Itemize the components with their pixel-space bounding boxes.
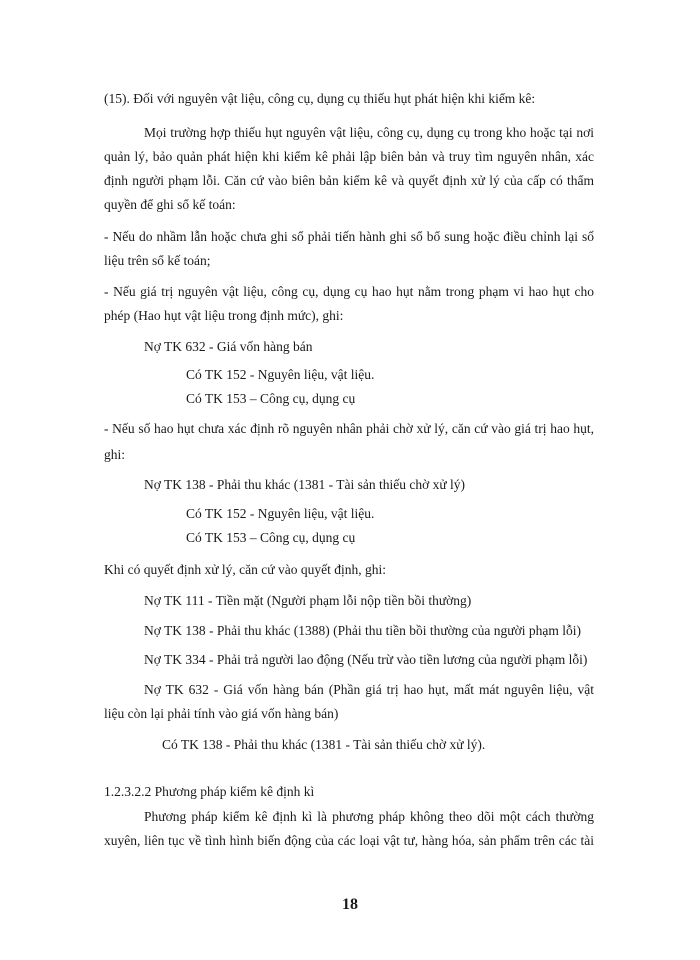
para-line: định người phạm lỗi. Căn cứ vào biên bản kiểm kê và quyết định xử lý của cấp có thẩm xyxy=(104,173,594,188)
bullet-line: ghi: xyxy=(104,447,126,462)
para-line: quản lý, bảo quản phát hiện khi kiểm kê phải lập biên bản và truy tìm nguyên nhân, xác xyxy=(104,149,594,164)
para-line: quyền để ghi sổ kế toán: xyxy=(104,197,236,212)
debit-entry: Nợ TK 632 - Giá vốn hàng bán xyxy=(144,339,313,354)
credit-entry: Có TK 152 - Nguyên liệu, vật liệu. xyxy=(186,506,375,521)
bullet-line: - Nếu giá trị nguyên vật liệu, công cụ, dụng cụ hao hụt nằm trong phạm vi hao hụt cho xyxy=(104,284,594,299)
credit-entry: Có TK 153 – Công cụ, dụng cụ xyxy=(186,530,356,545)
debit-entry: Nợ TK 111 - Tiền mặt (Người phạm lỗi nộp tiền bồi thường) xyxy=(144,593,472,608)
credit-entry: Có TK 152 - Nguyên liệu, vật liệu. xyxy=(186,367,375,382)
para-line: Phương pháp kiểm kê định kì là phương pháp không theo dõi một cách thường xyxy=(144,809,594,824)
decision-intro: Khi có quyết định xử lý, căn cứ vào quyết định, ghi: xyxy=(104,562,386,577)
debit-entry-continued: liệu còn lại phải tính vào giá vốn hàng bán) xyxy=(104,706,339,721)
para-line: xuyên, liên tục về tình hình biến động của các loại vật tư, hàng hóa, sản phẩm trên các tài xyxy=(104,833,594,848)
bullet-line: - Nếu do nhầm lẫn hoặc chưa ghi sổ phải tiến hành ghi sổ bổ sung hoặc điều chỉnh lại số xyxy=(104,229,594,244)
bullet-line: - Nếu số hao hụt chưa xác định rõ nguyên nhân phải chờ xử lý, căn cứ vào giá trị hao hụt, xyxy=(104,421,594,436)
debit-entry: Nợ TK 138 - Phải thu khác (1381 - Tài sản thiếu chờ xử lý) xyxy=(144,477,466,492)
debit-entry: Nợ TK 138 - Phải thu khác (1388) (Phải thu tiền bồi thường của người phạm lỗi) xyxy=(144,623,581,638)
credit-entry: Có TK 138 - Phải thu khác (1381 - Tài sản thiếu chờ xử lý). xyxy=(162,737,486,752)
section-1232-heading: 1.2.3.2.2 Phương pháp kiểm kê định kì xyxy=(104,784,315,799)
bullet-line: liệu trên sổ kế toán; xyxy=(104,253,211,268)
debit-entry: Nợ TK 334 - Phải trả người lao động (Nếu trừ vào tiền lương của người phạm lỗi) xyxy=(144,652,588,667)
page-number: 18 xyxy=(342,896,358,913)
bullet-line: phép (Hao hụt vật liệu trong định mức), ghi: xyxy=(104,308,344,323)
para-line: Mọi trường hợp thiếu hụt nguyên vật liệu, công cụ, dụng cụ trong kho hoặc tại nơi xyxy=(144,125,594,140)
section-15-heading: (15). Đối với nguyên vật liệu, công cụ, dụng cụ thiếu hụt phát hiện khi kiểm kê: xyxy=(104,91,536,106)
credit-entry: Có TK 153 – Công cụ, dụng cụ xyxy=(186,391,356,406)
debit-entry: Nợ TK 632 - Giá vốn hàng bán (Phần giá trị hao hụt, mất mát nguyên liệu, vật xyxy=(144,682,594,697)
